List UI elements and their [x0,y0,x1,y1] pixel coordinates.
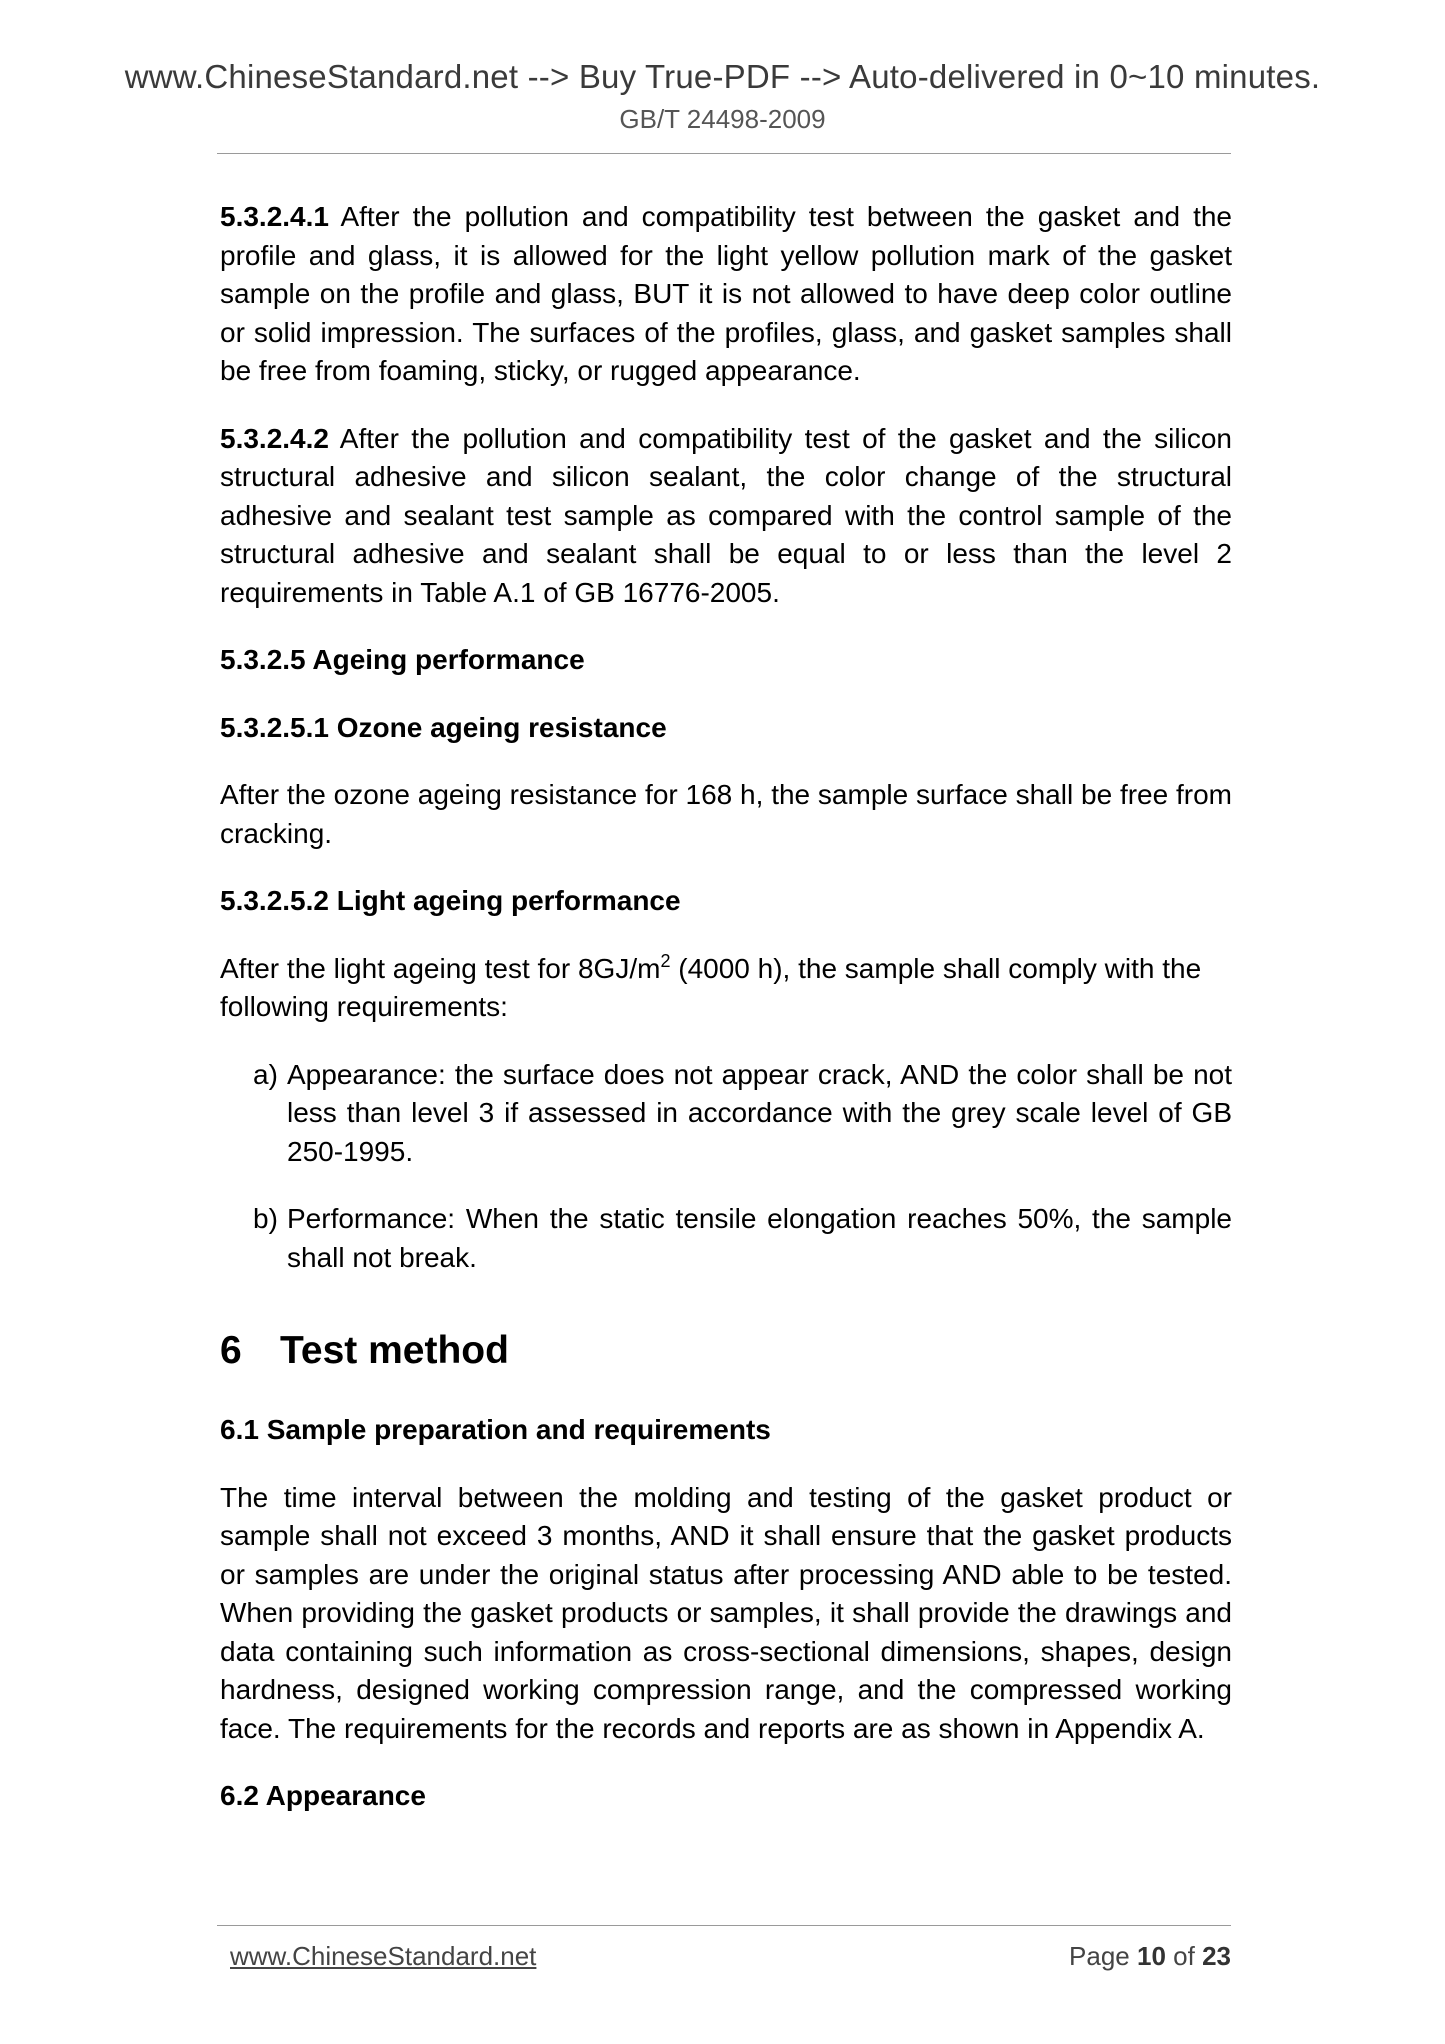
clause-text: After the pollution and compatibility test of the gasket and the silicon structural adhesive and silicon sealant, the color change of the structural adhesive and sealant test sample as compared with the control sample of the structural adhesive and sealant shall be equal to or less than the level 2 requirements in Table A.1 of GB 16776-2005. [220,422,1232,608]
heading-ozone-ageing: 5.3.2.5.1 Ozone ageing resistance [220,711,667,743]
list-text: Performance: When the static tensile elongation reaches 50%, the sample shall not break. [287,1203,1232,1273]
heading-sample-preparation: 6.1 Sample preparation and requirements [220,1414,771,1445]
paragraph-light-ageing [220,950,1232,1027]
superscript: 2 [660,950,671,971]
document-body [220,198,1232,1845]
footer-website-link[interactable]: www.ChineseStandard.net [230,1941,537,1971]
clause-5-3-2-4-2 [220,420,1232,613]
clause-number: 5.3.2.4.1 [220,201,329,232]
list-marker: b) [253,1203,278,1234]
list-item [220,1200,1232,1277]
page-number [1069,1941,1231,1972]
heading-title: Test method [280,1329,509,1372]
header-divider [217,153,1231,154]
paragraph-sample-preparation: The time interval between the molding and testing of the gasket product or sample shall not exceed 3 months, AND it shall ensure that the gasket products or samples are under the original status after processing AND able to be tested. When providing the gasket products or samples, it shall provide the drawings and data containing such information as cross-sectional dimensions, shapes, design hardness, designed working compression range, and the compressed working face. The requirements for the records and reports are as shown in Appendix A. [220,1481,1232,1744]
footer-divider [217,1925,1231,1926]
heading-light-ageing: 5.3.2.5.2 Light ageing performance [220,885,681,916]
list-text: Appearance: the surface does not appear crack, AND the color shall be not less than level 3 if assessed in accordance with the grey scale level of GB 250-1995. [287,1058,1232,1167]
light-text-a: After the light ageing test for 8GJ/m [220,952,661,984]
heading-appearance: 6.2 Appearance [220,1780,426,1811]
page-total: 23 [1202,1941,1231,1971]
clause-5-3-2-4-1 [220,198,1232,391]
list-marker: a) [253,1058,278,1090]
heading-ageing-performance: 5.3.2.5 Ageing performance [220,644,585,675]
heading-test-method [220,1327,1232,1375]
clause-number: 5.3.2.4.2 [220,422,329,454]
clause-text: After the pollution and compatibility test between the gasket and the profile and glass, it is allowed for the light yellow pollution mark of the gasket sample on the profile and glass, BUT it is not allowed to have deep color outline or solid impression. The surfaces of the profiles, glass, and gasket samples shall be free from foaming, sticky, or rugged appearance. [220,201,1232,386]
header-banner: www.ChineseStandard.net --> Buy True-PDF --> Auto-delivered in 0~10 minutes. [124,58,1321,95]
paragraph-ozone: After the ozone ageing resistance for 168 h, the sample surface shall be free from cracking. [220,779,1232,849]
page-of: of [1173,1941,1195,1971]
standard-code: GB/T 24498-2009 [619,104,826,134]
list-item [220,1056,1232,1172]
light-text-b: (4000 h), the sample shall comply with the following requirements: [220,952,1202,1022]
page-current: 10 [1137,1941,1166,1971]
page-label: Page [1069,1941,1130,1971]
heading-number: 6 [220,1329,242,1372]
